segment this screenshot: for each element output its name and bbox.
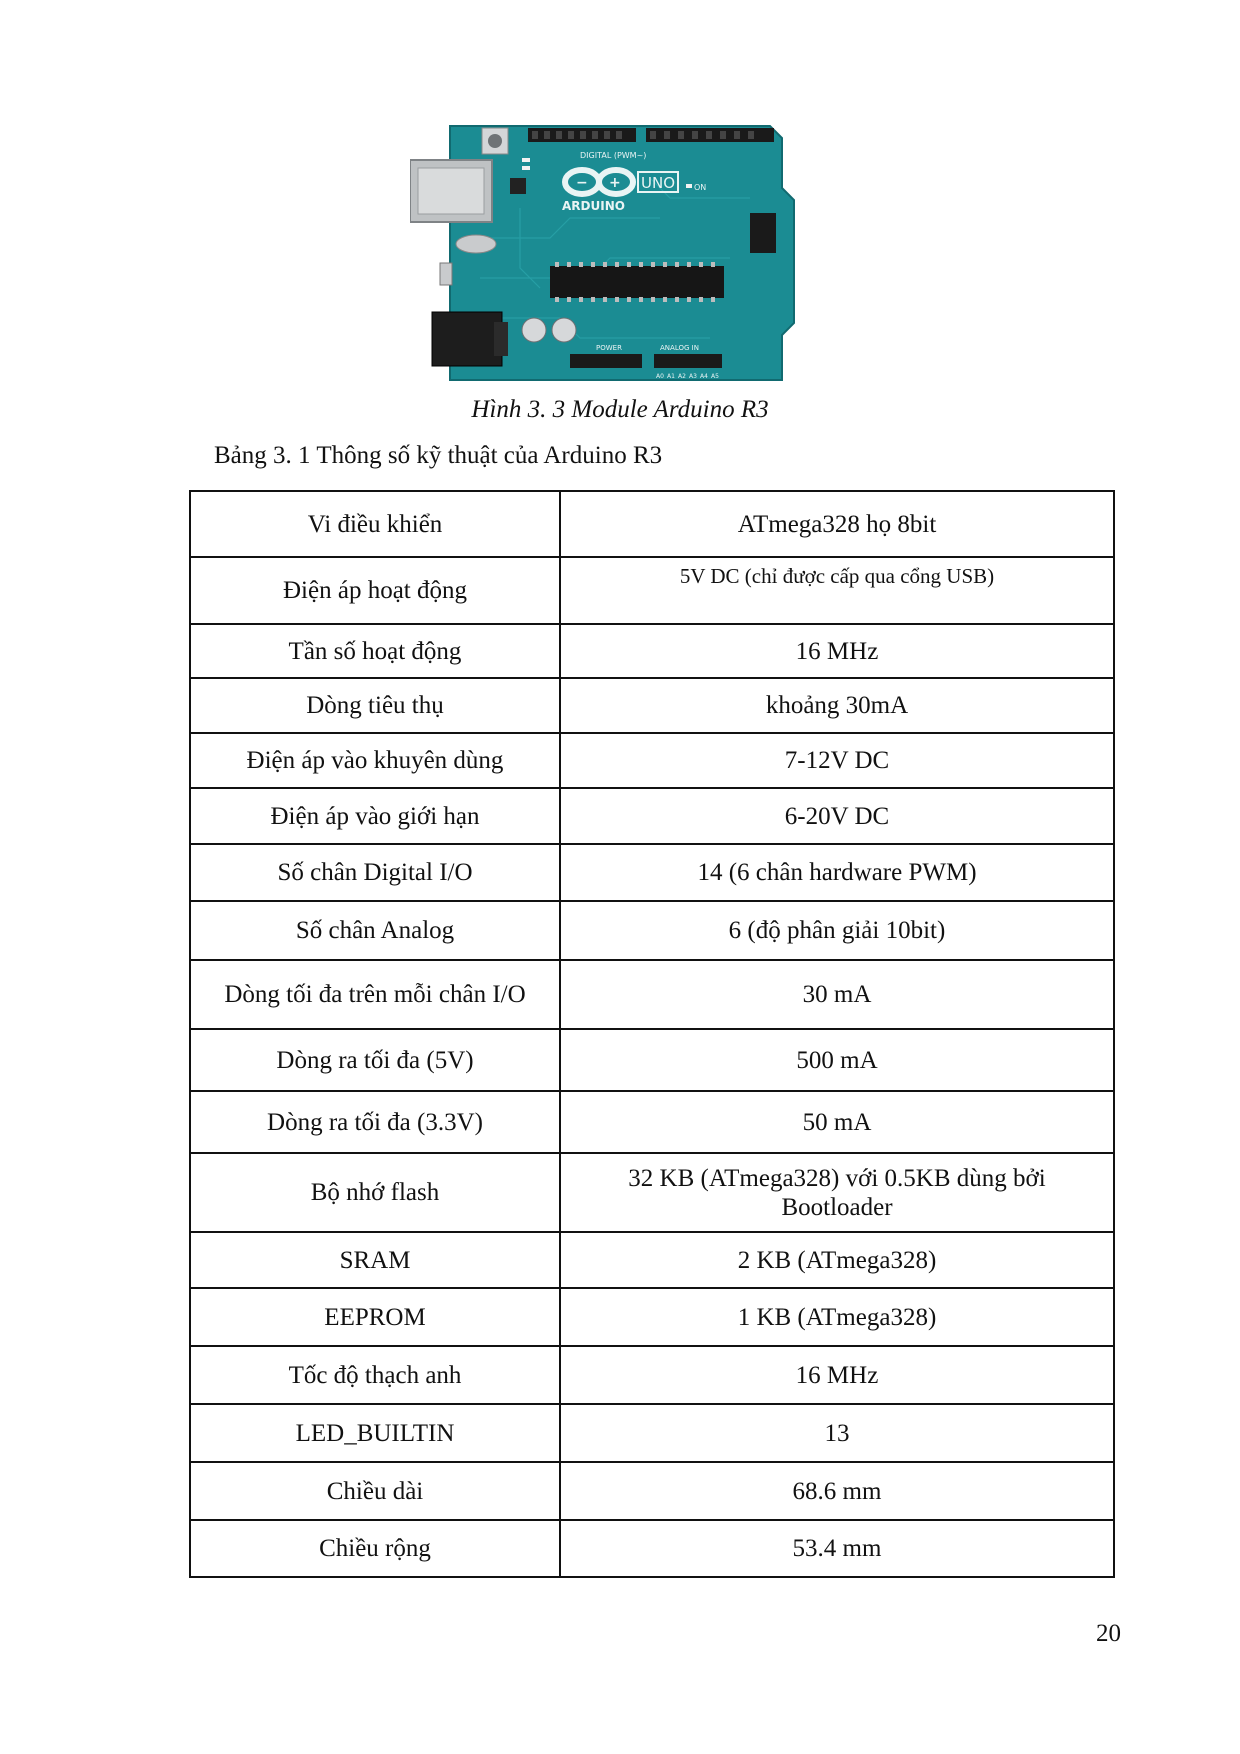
pin-a5-label: A5 [711, 373, 719, 380]
spec-label: Chiều rộng [190, 1520, 560, 1577]
digital-label: DIGITAL (PWM~) [580, 151, 647, 160]
spec-label: Điện áp hoạt động [190, 557, 560, 624]
spec-value: 500 mA [560, 1029, 1114, 1091]
spec-value: ATmega328 họ 8bit [560, 491, 1114, 557]
table-row [190, 960, 1114, 1029]
power-jack [432, 312, 502, 366]
brand-label: ARDUINO [562, 199, 625, 213]
spec-label: Tần số hoạt động [190, 624, 560, 678]
spec-value: 1 KB (ATmega328) [560, 1288, 1114, 1346]
atmega328-chip [550, 266, 724, 298]
table-row [190, 844, 1114, 901]
spec-label: Điện áp vào giới hạn [190, 788, 560, 844]
spec-label: Điện áp vào khuyên dùng [190, 733, 560, 788]
spec-label: SRAM [190, 1232, 560, 1288]
pin-a4-label: A4 [700, 373, 708, 380]
spec-value: 5V DC (chỉ được cấp qua cổng USB) [560, 557, 1114, 624]
table-row [190, 1462, 1114, 1520]
spec-label: EEPROM [190, 1288, 560, 1346]
table-row [190, 901, 1114, 960]
power-label: POWER [596, 344, 622, 352]
power-header [570, 354, 642, 368]
arduino-board-figure [410, 118, 830, 388]
capacitor-2 [552, 318, 576, 342]
usb-chip [510, 178, 526, 194]
spec-label: Tốc độ thạch anh [190, 1346, 560, 1404]
figure-caption: Hình 3. 3 Module Arduino R3 [471, 396, 769, 423]
spec-value: 68.6 mm [560, 1462, 1114, 1520]
spec-label: Bộ nhớ flash [190, 1153, 560, 1232]
analog-in-label: ANALOG IN [660, 344, 699, 352]
spec-label: Chiều dài [190, 1462, 560, 1520]
spec-value: 2 KB (ATmega328) [560, 1232, 1114, 1288]
uno-label: UNO [641, 174, 676, 192]
spec-value: 50 mA [560, 1091, 1114, 1153]
analog-header [654, 354, 722, 368]
table-row [190, 1029, 1114, 1091]
pin-a1-label: A1 [667, 373, 675, 380]
table-row [190, 557, 1114, 624]
icsp-header [750, 213, 776, 253]
table-row [190, 678, 1114, 733]
spec-label: Dòng ra tối đa (5V) [190, 1029, 560, 1091]
spec-value: 13 [560, 1404, 1114, 1462]
on-label: ON [694, 183, 707, 192]
spec-value: 16 MHz [560, 1346, 1114, 1404]
pin-a3-label: A3 [689, 373, 697, 380]
table-row [190, 1404, 1114, 1462]
svg-text:+: + [609, 175, 621, 191]
spec-label: LED_BUILTIN [190, 1404, 560, 1462]
table-row [190, 788, 1114, 844]
table-row [190, 1232, 1114, 1288]
spec-value: 7-12V DC [560, 733, 1114, 788]
table-row [190, 624, 1114, 678]
spec-value: 6 (độ phân giải 10bit) [560, 901, 1114, 960]
spec-label: Vi điều khiển [190, 491, 560, 557]
spec-value: 16 MHz [560, 624, 1114, 678]
table-row [190, 733, 1114, 788]
specs-table [189, 490, 1115, 1578]
spec-label: Số chân Digital I/O [190, 844, 560, 901]
pin-a0-label: A0 [656, 373, 664, 380]
spec-label: Số chân Analog [190, 901, 560, 960]
spec-value: 53.4 mm [560, 1520, 1114, 1577]
table-row [190, 1346, 1114, 1404]
table-row [190, 491, 1114, 557]
spec-label: Dòng ra tối đa (3.3V) [190, 1091, 560, 1153]
table-row [190, 1091, 1114, 1153]
table-title: Bảng 3. 1 Thông số kỹ thuật của Arduino R3 [214, 442, 663, 469]
pin-a2-label: A2 [678, 373, 686, 380]
spec-value: 14 (6 chân hardware PWM) [560, 844, 1114, 901]
arduino-board-illustration [410, 118, 830, 388]
spec-value: khoảng 30mA [560, 678, 1114, 733]
crystal [456, 235, 496, 253]
reset-button-icon [488, 134, 502, 148]
page-number: 20 [1096, 1620, 1121, 1647]
spec-label: Dòng tối đa trên mỗi chân I/O [190, 960, 560, 1029]
spec-label: Dòng tiêu thụ [190, 678, 560, 733]
spec-value: 30 mA [560, 960, 1114, 1029]
table-row [190, 1153, 1114, 1232]
svg-text:−: − [576, 175, 588, 191]
table-row [190, 1288, 1114, 1346]
spec-value: 6-20V DC [560, 788, 1114, 844]
capacitor-1 [522, 318, 546, 342]
table-row [190, 1520, 1114, 1577]
spec-value: 32 KB (ATmega328) với 0.5KB dùng bởi Bootloader [560, 1153, 1114, 1232]
